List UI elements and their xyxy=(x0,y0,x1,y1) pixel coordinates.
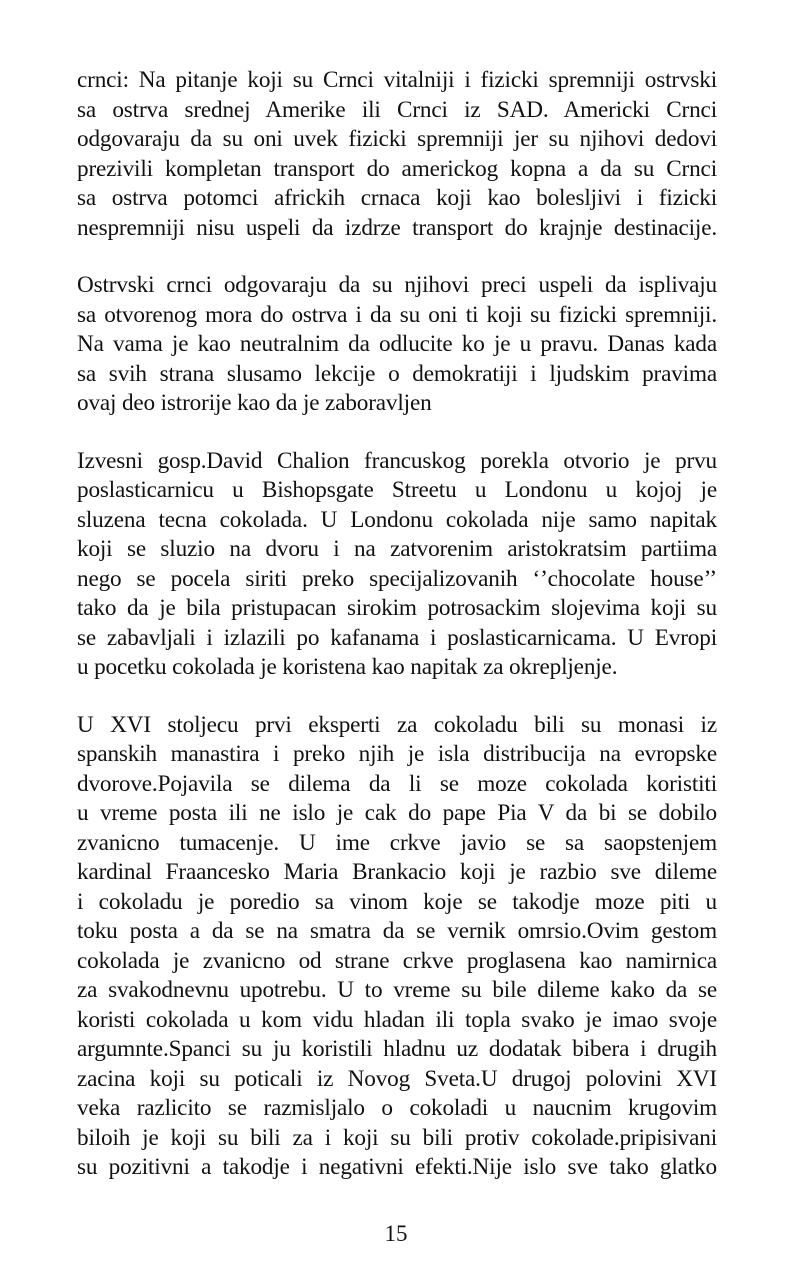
text-line: prezivili kompletan transport do americkog kopna a da su Crnci xyxy=(77,155,717,182)
page-number: 15 xyxy=(384,1221,408,1246)
text-line: koji se sluzio na dvoru i na zatvorenim aristokratsim partiima xyxy=(77,536,717,562)
text-line: zacina koji su poticali iz Novog Sveta.U drugoj polovini XVI xyxy=(77,1065,717,1092)
text-line: kardinal Fraancesko Maria Brankacio koji je razbio sve dileme xyxy=(77,859,717,885)
text-line: spanskih manastira i preko njih je isla distribucija na evropske xyxy=(77,741,717,767)
text-line: tako da je bila pristupacan sirokim potrosackim slojevima koji su xyxy=(77,595,717,621)
text-line: sa ostrva potomci africkih crnaca koji kao bolesljivi i fizicki xyxy=(77,185,717,211)
text-line: sa otvorenog mora do ostrva i da su oni ti koji su fizicki spremniji. xyxy=(77,301,717,328)
text-line: U XVI stoljecu prvi eksperti za cokoladu bili su monasi iz xyxy=(77,711,717,738)
paragraph xyxy=(77,271,717,419)
text-line: poslasticarnicu u Bishopsgate Streetu u Londonu u kojoj je xyxy=(77,477,717,503)
text-line: sa ostrva srednej Amerike ili Crnci iz SAD. Americki Crnci xyxy=(77,96,717,123)
text-line: u vreme posta ili ne islo je cak do pape Pia V da bi se dobilo xyxy=(77,800,717,826)
text-line: dvorove.Pojavila se dilema da li se moze cokolada koristiti xyxy=(77,770,717,797)
text-line: nego se pocela siriti preko specijalizovanih ‘’chocolate house’’ xyxy=(77,565,717,592)
text-line: nespremniji nisu uspeli da izdrze transport do krajnje destinacije. xyxy=(77,214,717,241)
text-line: toku posta a da se na smatra da se vernik omrsio.Ovim gestom xyxy=(77,918,717,944)
document-page xyxy=(77,66,717,1211)
text-line: sluzena tecna cokolada. U Londonu cokolada nije samo napitak xyxy=(77,506,717,533)
text-line: veka razlicito se razmisljalo o cokoladi u naucnim krugovim xyxy=(77,1095,717,1121)
paragraph xyxy=(77,66,717,243)
text-line: Ostrvski crnci odgovaraju da su njihovi preci uspeli da isplivaju xyxy=(77,272,717,298)
text-line: Na vama je kao neutralnim da odlucite ko je u pravu. Danas kada xyxy=(77,331,717,357)
text-line: koristi cokolada u kom vidu hladan ili topla svako je imao svoje xyxy=(77,1006,717,1033)
paragraph xyxy=(77,711,717,1183)
text-line: argumnte.Spanci su ju koristili hladnu uz dodatak bibera i drugih xyxy=(77,1036,717,1062)
text-line: u pocetku cokolada je koristena kao napitak za okrepljenje. xyxy=(77,654,618,680)
paragraph xyxy=(77,447,717,683)
text-line: cokolada je zvanicno od strane crkve proglasena kao namirnica xyxy=(77,947,717,974)
text-line: Izvesni gosp.David Chalion francuskog porekla otvorio je prvu xyxy=(77,447,717,474)
text-line: su pozitivni a takodje i negativni efekti.Nije islo sve tako glatko xyxy=(77,1154,717,1180)
text-line: biloih je koji su bili za i koji su bili protiv cokolade.pripisivani xyxy=(77,1124,717,1151)
text-line: odgovaraju da su oni uvek fizicki spremniji jer su njihovi dedovi xyxy=(77,126,717,152)
text-line: zvanicno tumacenje. U ime crkve javio se sa saopstenjem xyxy=(77,829,717,856)
text-line: sa svih strana slusamo lekcije o demokratiji i ljudskim pravima xyxy=(77,360,717,387)
text-line: ovaj deo istrorije kao da je zaboravljen xyxy=(77,390,432,416)
text-line: crnci: Na pitanje koji su Crnci vitalniji i fizicki spremniji ostrvski xyxy=(77,67,717,93)
text-line: za svakodnevnu upotrebu. U to vreme su bile dileme kako da se xyxy=(77,977,717,1003)
text-line: se zabavljali i izlazili po kafanama i poslasticarnicama. U Evropi xyxy=(77,624,717,651)
text-line: i cokoladu je poredio sa vinom koje se takodje moze piti u xyxy=(77,888,717,915)
